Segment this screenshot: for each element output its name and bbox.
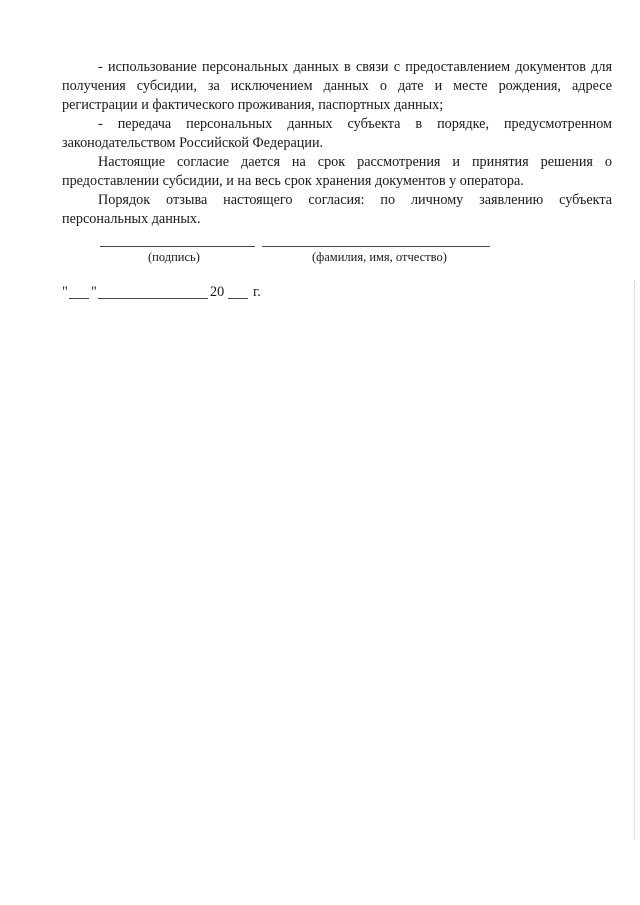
paragraph-usage: - использование персональных данных в связи с предоставлением документов для получения субсидии, за исключением данных о дате и месте рождения, адресе регистрации и фактического проживания, паспортных данных; bbox=[62, 59, 612, 113]
paragraph-term: Настоящие согласие дается на срок рассмотрения и принятия решения о предоставлении субсидии, и на весь срок хранения документов у оператора. bbox=[62, 154, 612, 189]
signature-line bbox=[100, 246, 255, 247]
year-suffix: г. bbox=[253, 284, 261, 300]
full-name-line bbox=[262, 246, 490, 247]
paragraph-revocation: Порядок отзыва настоящего согласия: по личному заявлению субъекта персональных данных. bbox=[62, 192, 612, 227]
year-prefix: 20 bbox=[210, 284, 225, 300]
full-name-caption: (фамилия, имя, отчество) bbox=[312, 250, 447, 264]
year-blank bbox=[228, 298, 248, 299]
scan-edge-marks bbox=[634, 280, 638, 840]
date-close-quote: " bbox=[91, 284, 97, 300]
consent-text bbox=[62, 58, 612, 229]
month-blank bbox=[98, 298, 208, 299]
signature-block bbox=[0, 238, 640, 268]
signature-caption: (подпись) bbox=[148, 250, 200, 264]
date-open-quote: " bbox=[62, 284, 68, 300]
day-blank bbox=[69, 298, 89, 299]
date-line bbox=[62, 282, 282, 304]
paragraph-transfer: - передача персональных данных субъекта в порядке, предусмотренном законодательством Российской Федерации. bbox=[62, 116, 612, 151]
